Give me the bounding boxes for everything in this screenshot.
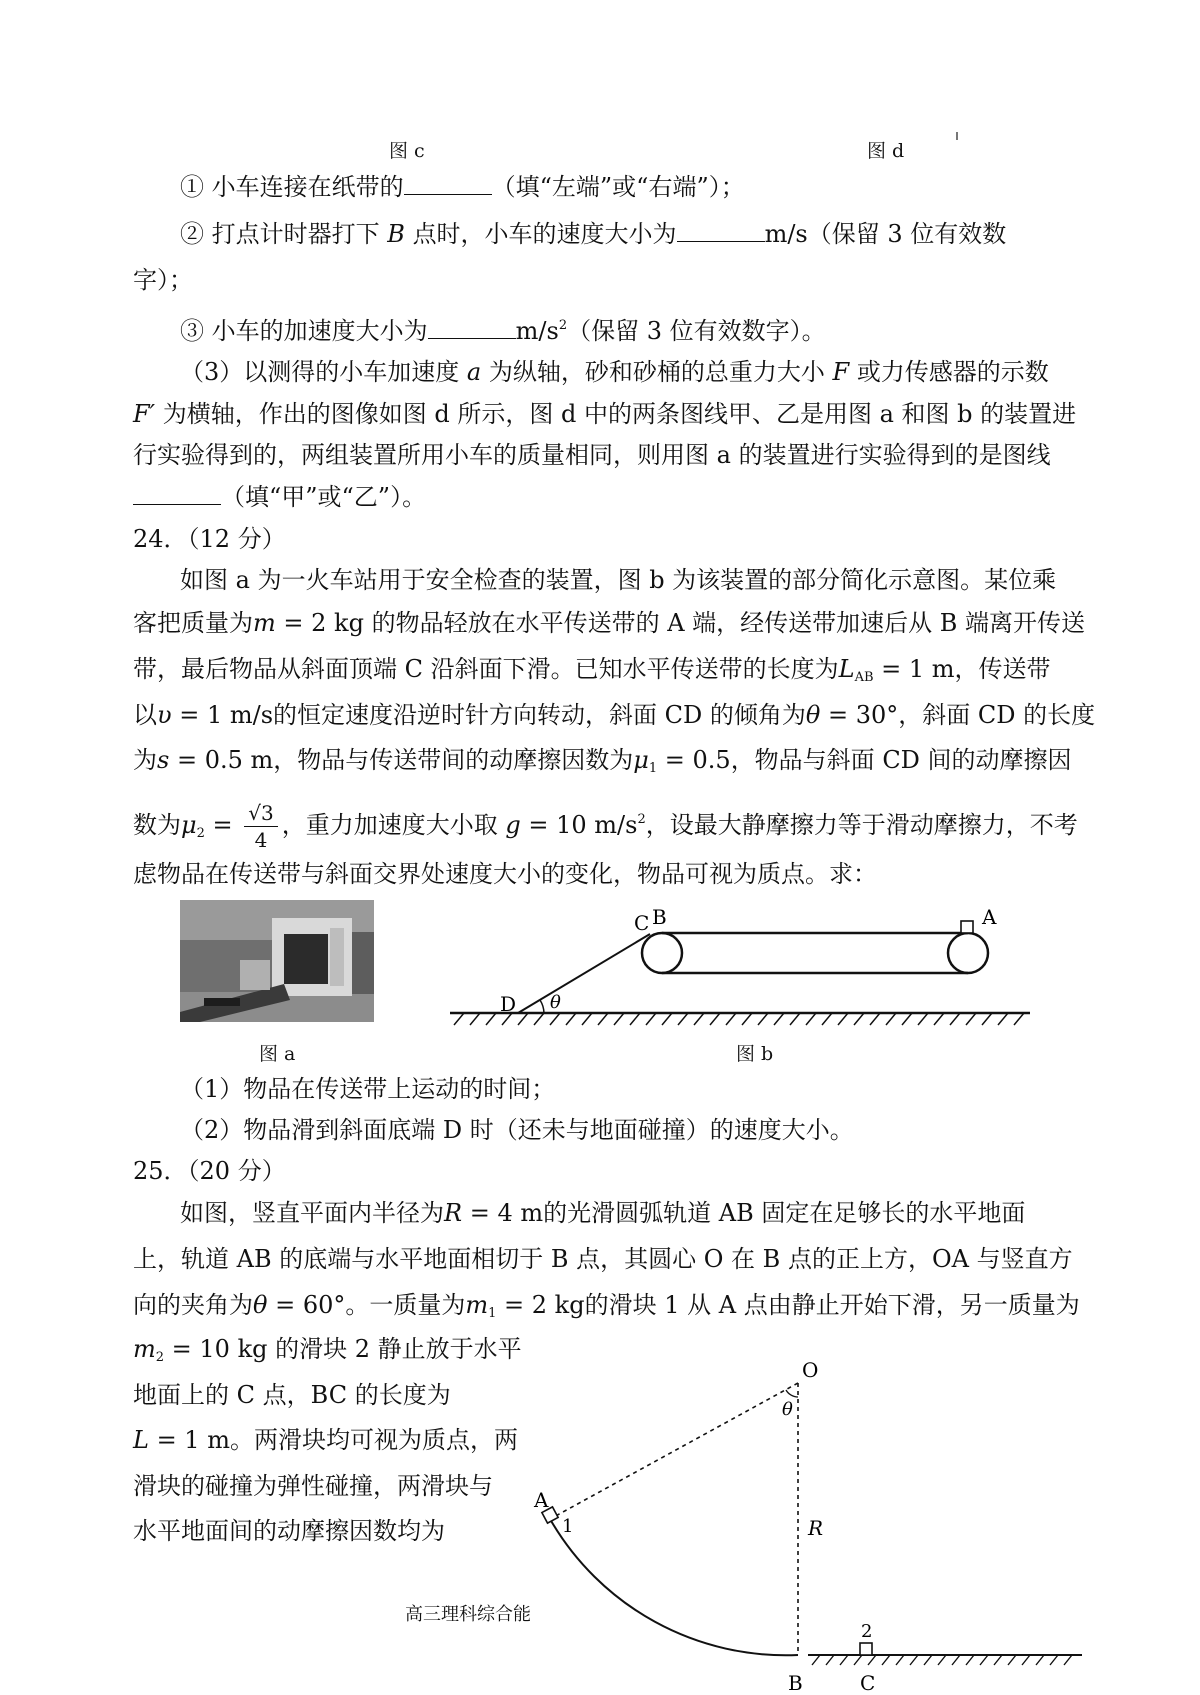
security-scanner-photo [180,900,374,1022]
incline-cd [518,934,650,1013]
q23-item3: ③ 小车的加速度大小为 $m/s^2$（保留 3 位有效数字）。 [180,317,826,345]
page-footer: 高三理科综合能 [405,1604,531,1625]
caption-fig-d: 图 d [867,140,905,162]
q24-header: 24．（12 分） [133,525,286,553]
answer-blank[interactable] [428,316,516,339]
caption-fig-c: 图 c [389,140,425,162]
q24-para-line1: 如图 a 为一火车站用于安全检查的装置，图 b 为该装置的部分简化示意图。某位乘 [180,566,1057,594]
answer-blank[interactable] [133,482,221,505]
label-A: A [534,1488,549,1512]
label-R: R [808,1516,824,1540]
package-block [961,921,973,933]
q24-para-line3: 带，最后物品从斜面顶端 C 沿斜面下滑。已知水平传送带的长度为$L_{AB} = 1$ m，传送带 [133,655,1051,685]
q25-para-line3: 向的夹角为θ = 60°。一质量为$m_1 = 2$ kg的滑块 1 从 A 点由静止开始下滑，另一质量为 [133,1291,1080,1321]
q23-item2: ② 打点计时器打下 B 点时，小车的速度大小为 m/s（保留 3 位有效数 [180,220,1007,248]
sqrt3-over-4-fraction: $\frac{√3}{4}$ [244,800,277,853]
q24-para-line4: 以υ = 1 m/s的恒定速度沿逆时针方向转动，斜面 CD 的倾角为θ = 30°，斜面 CD 的长度 [133,701,1096,729]
angle-arc [540,1000,544,1013]
label-O: O [802,1358,819,1382]
ground-hatching [454,1013,1024,1025]
radius-oa [552,1383,798,1518]
label-theta: θ [550,992,561,1013]
q25-header: 25．（20 分） [133,1157,286,1185]
q24-ask2: （2）物品滑到斜面底端 D 时（还未与地面碰撞）的速度大小。 [180,1116,854,1144]
q23-part3-line1: （3）以测得的小车加速度 a 为纵轴，砂和砂桶的总重力大小 F 或力传感器的示数 [180,358,1049,386]
q25-para-line5: 地面上的 C 点，BC 的长度为 [133,1381,451,1409]
q23-part3-line4: （填“甲”或“乙”）。 [133,480,426,514]
conveyor-diagram [440,900,1040,1040]
block-2 [860,1643,872,1655]
label-B: B [652,905,667,929]
scan-speck [956,132,958,140]
q25-para-line1: 如图，竖直平面内半径为R = 4 m的光滑圆弧轨道 AB 固定在足够长的水平地面 [180,1199,1026,1227]
q24-ask1: （1）物品在传送带上运动的时间； [180,1075,556,1103]
pulley-a [948,933,988,973]
q24-para-line7: 虑物品在传送带与斜面交界处速度大小的变化，物品可视为质点。求： [133,860,877,888]
q24-para-line2: 客把质量为m = 2 kg 的物品轻放在水平传送带的 A 端，经传送带加速后从 B 端离开传送 [133,609,1086,637]
q24-para-line6: 数为$\mu_2$ = $\frac{√3}{4}$ ，重力加速度大小取 g = 10 $m/s^2$，设最大静摩擦力等于滑动摩擦力，不考 [133,801,1078,852]
label-block-2: 2 [861,1621,873,1642]
pulley-b [642,933,682,973]
caption-fig-a: 图 a [259,1043,296,1065]
q23-part3-line3: 行实验得到的，两组装置所用小车的质量相同，则用图 a 的装置进行实验得到的是图线 [133,441,1051,469]
label-C: C [634,911,650,935]
q25-para-line4: $m_2 = 10$ kg 的滑块 2 静止放于水平 [133,1335,522,1365]
label-A: A [982,905,997,929]
circular-arc-track [550,1519,798,1655]
label-block-1: 1 [562,1516,574,1537]
angle-arc [786,1390,798,1397]
q23-item1: ① 小车连接在纸带的 （填“左端”或“右端”）； [180,173,745,201]
q25-para-line2: 上，轨道 AB 的底端与水平地面相切于 B 点，其圆心 O 在 B 点的正上方，OA 与竖直方 [133,1245,1073,1273]
q25-para-line8: 水平地面间的动摩擦因数均为 [133,1517,445,1545]
label-theta: θ [782,1399,793,1420]
q23-item2-cont: 字）； [133,266,193,294]
arc-track-diagram [530,1355,1090,1695]
label-B: B [788,1671,803,1695]
label-C: C [860,1671,876,1695]
q25-para-line6: L = 1 m。两滑块均可视为质点，两 [133,1426,518,1454]
caption-fig-b: 图 b [736,1043,774,1065]
label-D: D [500,992,517,1016]
ground-hatching [812,1655,1072,1665]
q23-part3-line2: F′ 为横轴，作出的图像如图 d 所示，图 d 中的两条图线甲、乙是用图 a 和图 b 的装置进 [133,400,1077,428]
q24-para-line5: 为s = 0.5 m，物品与传送带间的动摩擦因数为$\mu_1 = 0.5$，物品与斜面 CD 间的动摩擦因 [133,746,1072,776]
q25-para-line7: 滑块的碰撞为弹性碰撞，两滑块与 [133,1472,493,1500]
answer-blank[interactable] [677,219,765,242]
answer-blank[interactable] [404,172,492,195]
